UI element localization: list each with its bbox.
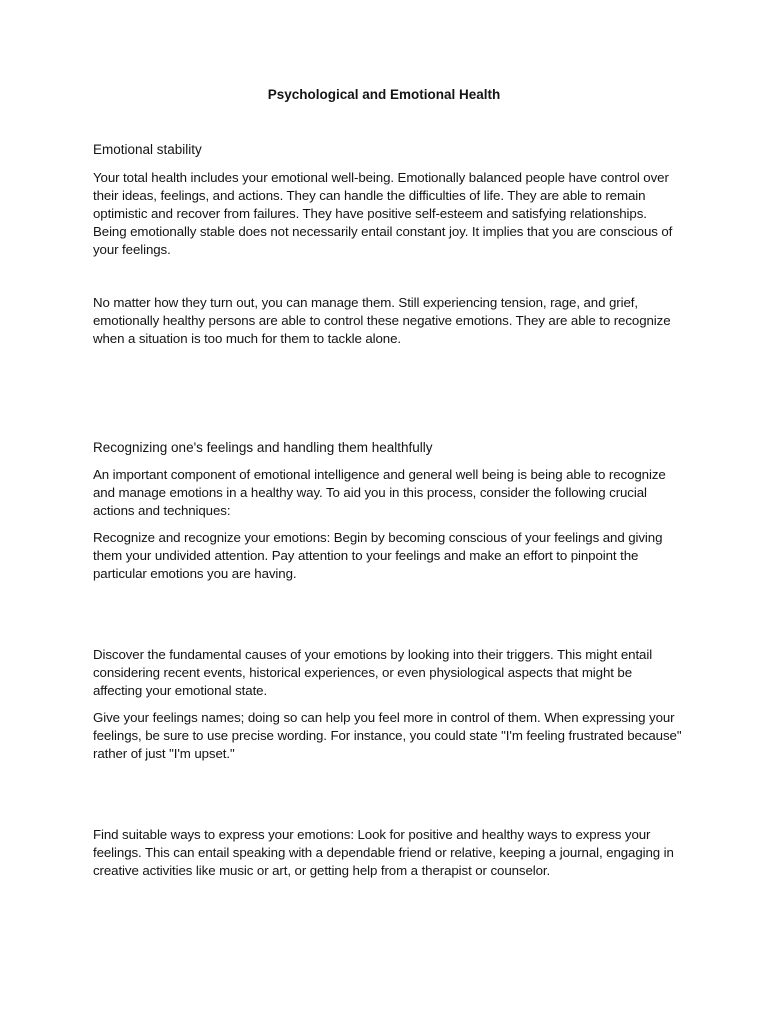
- section-heading-recognizing-feelings: Recognizing one's feelings and handling them healthfully: [93, 440, 433, 455]
- paragraph: Discover the fundamental causes of your emotions by looking into their triggers. This might entail considering recent events, historical experiences, or even physiological aspects that might be affecting your emotional state.: [93, 647, 653, 698]
- paragraph: No matter how they turn out, you can manage them. Still experiencing tension, rage, and grief, emotionally healthy persons are able to control these negative emotions. They are able to recognize when a situation is too much for them to tackle alone.: [93, 295, 671, 346]
- section-heading-emotional-stability: Emotional stability: [93, 142, 202, 157]
- paragraph: Recognize and recognize your emotions: Begin by becoming conscious of your feelings and giving them your undivided attention. Pay attention to your feelings and make an effort to pinpoint the particular emotions you are having.: [93, 530, 663, 581]
- paragraph: Give your feelings names; doing so can help you feel more in control of them. When expressing your feelings, be sure to use precise wording. For instance, you could state "I'm feeling frustrated because" rather of just "I'm upset.": [93, 710, 682, 761]
- document-title: Psychological and Emotional Health: [267, 87, 501, 102]
- paragraph: Your total health includes your emotional well-being. Emotionally balanced people have control over their ideas, feelings, and actions. They can handle the difficulties of life. They are able to remain optimistic and recover from failures. They have positive self-esteem and satisfying relationships. Being emotionally stable does not necessarily entail constant joy. It implies that you are conscious of your feelings.: [93, 170, 673, 257]
- paragraph: An important component of emotional intelligence and general well being is being able to recognize and manage emotions in a healthy way. To aid you in this process, consider the following crucial actions and techniques:: [93, 467, 666, 518]
- paragraph: Find suitable ways to express your emotions: Look for positive and healthy ways to express your feelings. This can entail speaking with a dependable friend or relative, keeping a journal, engaging in creative activities like music or art, or getting help from a therapist or counselor.: [93, 827, 674, 878]
